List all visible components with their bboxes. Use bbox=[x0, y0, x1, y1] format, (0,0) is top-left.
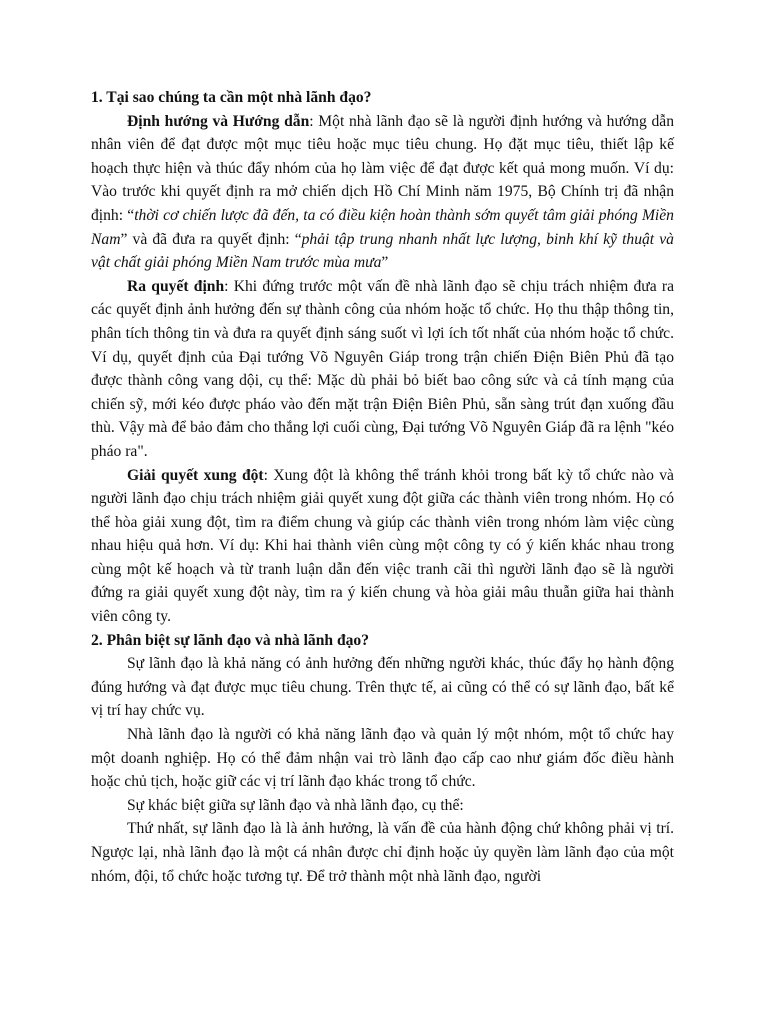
paragraph-text: : Khi đứng trước một vấn đề nhà lãnh đạo sẽ chịu trách nhiệm đưa ra các quyết định ảnh hưởng đến sự thành công của nhóm hoặc tổ chức. Họ thu thập thông tin, phân tích thông tin và đưa ra quyết định sáng suốt vì lợi ích tốt nhất của nhóm hoặc tổ chức. Ví dụ, quyết định của Đại tướng Võ Nguyên Giáp trong trận chiến Điện Biên Phủ đã tạo được thành công vang dội, cụ thể: Mặc dù phải bỏ biết bao công sức và cả tính mạng của chiến sỹ, mới kéo được pháo vào đến mặt trận Điện Biên Phủ, sẵn sàng trút đạn xuống đầu thù. Vậy mà để bảo đảm cho thắng lợi cuối cùng, Đại tướng Võ Nguyên Giáp đã ra lệnh "kéo pháo ra". bbox=[91, 277, 674, 460]
paragraph-lead-term: Ra quyết định bbox=[127, 277, 225, 295]
paragraph-text: : Một nhà lãnh đạo sẽ là người định hướng và hướng dẫn nhân viên để đạt được một mục tiêu hoặc mục tiêu chung. Họ đặt mục tiêu, thiết lập kế hoạch thực hiện và thúc đẩy nhóm của họ làm việc để đạt được kết quả mong muốn. Ví dụ: Vào trước khi quyết định ra mở chiến dịch Hồ Chí Minh năm 1975, Bộ Chính trị đã nhận định: “ bbox=[91, 112, 674, 224]
paragraph-giai-quyet-xung-dot bbox=[91, 464, 674, 629]
paragraph-ra-quyet-dinh bbox=[91, 275, 674, 464]
section-heading: 2. Phân biệt sự lãnh đạo và nhà lãnh đạo? bbox=[91, 631, 370, 649]
quote-text: phải tập trung nhanh nhất lực lượng, binh khí kỹ thuật và vật chất giải phóng Miền Nam trước mùa mưa bbox=[91, 230, 674, 272]
quote-text: thời cơ chiến lược đã đến, ta có điều kiện hoàn thành sớm quyết tâm giải phóng Miền Nam bbox=[91, 206, 674, 248]
paragraph-text: : Xung đột là không thể tránh khỏi trong bất kỳ tổ chức nào và người lãnh đạo chịu trách nhiệm giải quyết xung đột giữa các thành viên trong nhóm. Họ có thể hòa giải xung đột, tìm ra điểm chung và giúp các thành viên trong nhóm làm việc cùng nhau hiệu quả hơn. Ví dụ: Khi hai thành viên cùng một công ty có ý kiến khác nhau trong cùng một kế hoạch và từ tranh luận dẫn đến việc tranh cãi thì người lãnh đạo sẽ là người đứng ra giải quyết xung đột này, tìm ra ý kiến chung và hòa giải mâu thuẫn giữa hai thành viên công ty. bbox=[91, 466, 674, 626]
paragraph-lead-term: Giải quyết xung đột bbox=[127, 466, 264, 484]
paragraph-dinh-huong bbox=[91, 110, 674, 275]
paragraph-text: Nhà lãnh đạo là người có khả năng lãnh đạo và quản lý một nhóm, một tổ chức hay một doanh nghiệp. Họ có thể đảm nhận vai trò lãnh đạo cấp cao như giám đốc điều hành hoặc chủ tịch, hoặc giữ các vị trí lãnh đạo khác trong tổ chức. bbox=[91, 726, 674, 791]
paragraph-text: Thứ nhất, sự lãnh đạo là là ảnh hưởng, là vấn đề của hành động chứ không phải vị trí. Ngược lại, nhà lãnh đạo là một cá nhân được chỉ định hoặc ủy quyền làm lãnh đạo của một nhóm, đội, tổ chức hoặc tương tự. Để trở thành một nhà lãnh đạo, người bbox=[91, 820, 674, 885]
section-2 bbox=[91, 629, 674, 889]
paragraph-text: Sự khác biệt giữa sự lãnh đạo và nhà lãnh đạo, cụ thể: bbox=[127, 796, 464, 814]
paragraph-text: ” bbox=[381, 254, 389, 272]
paragraph-nha-lanh-dao bbox=[91, 723, 674, 794]
section-1 bbox=[91, 86, 674, 629]
paragraph-su-lanh-dao bbox=[91, 652, 674, 723]
paragraph-su-khac-biet bbox=[91, 794, 674, 818]
section-heading: 1. Tại sao chúng ta cần một nhà lãnh đạo? bbox=[91, 89, 372, 106]
paragraph-lead-term: Định hướng và Hướng dẫn bbox=[127, 112, 310, 130]
paragraph-text: Sự lãnh đạo là khả năng có ảnh hưởng đến những người khác, thúc đẩy họ hành động đúng hướng và đạt được mục tiêu chung. Trên thực tế, ai cũng có thể có sự lãnh đạo, bất kể vị trí hay chức vụ. bbox=[91, 655, 674, 720]
document-page bbox=[91, 86, 674, 888]
paragraph-text: ” và đã đưa ra quyết định: “ bbox=[120, 230, 302, 248]
paragraph-thu-nhat bbox=[91, 817, 674, 888]
